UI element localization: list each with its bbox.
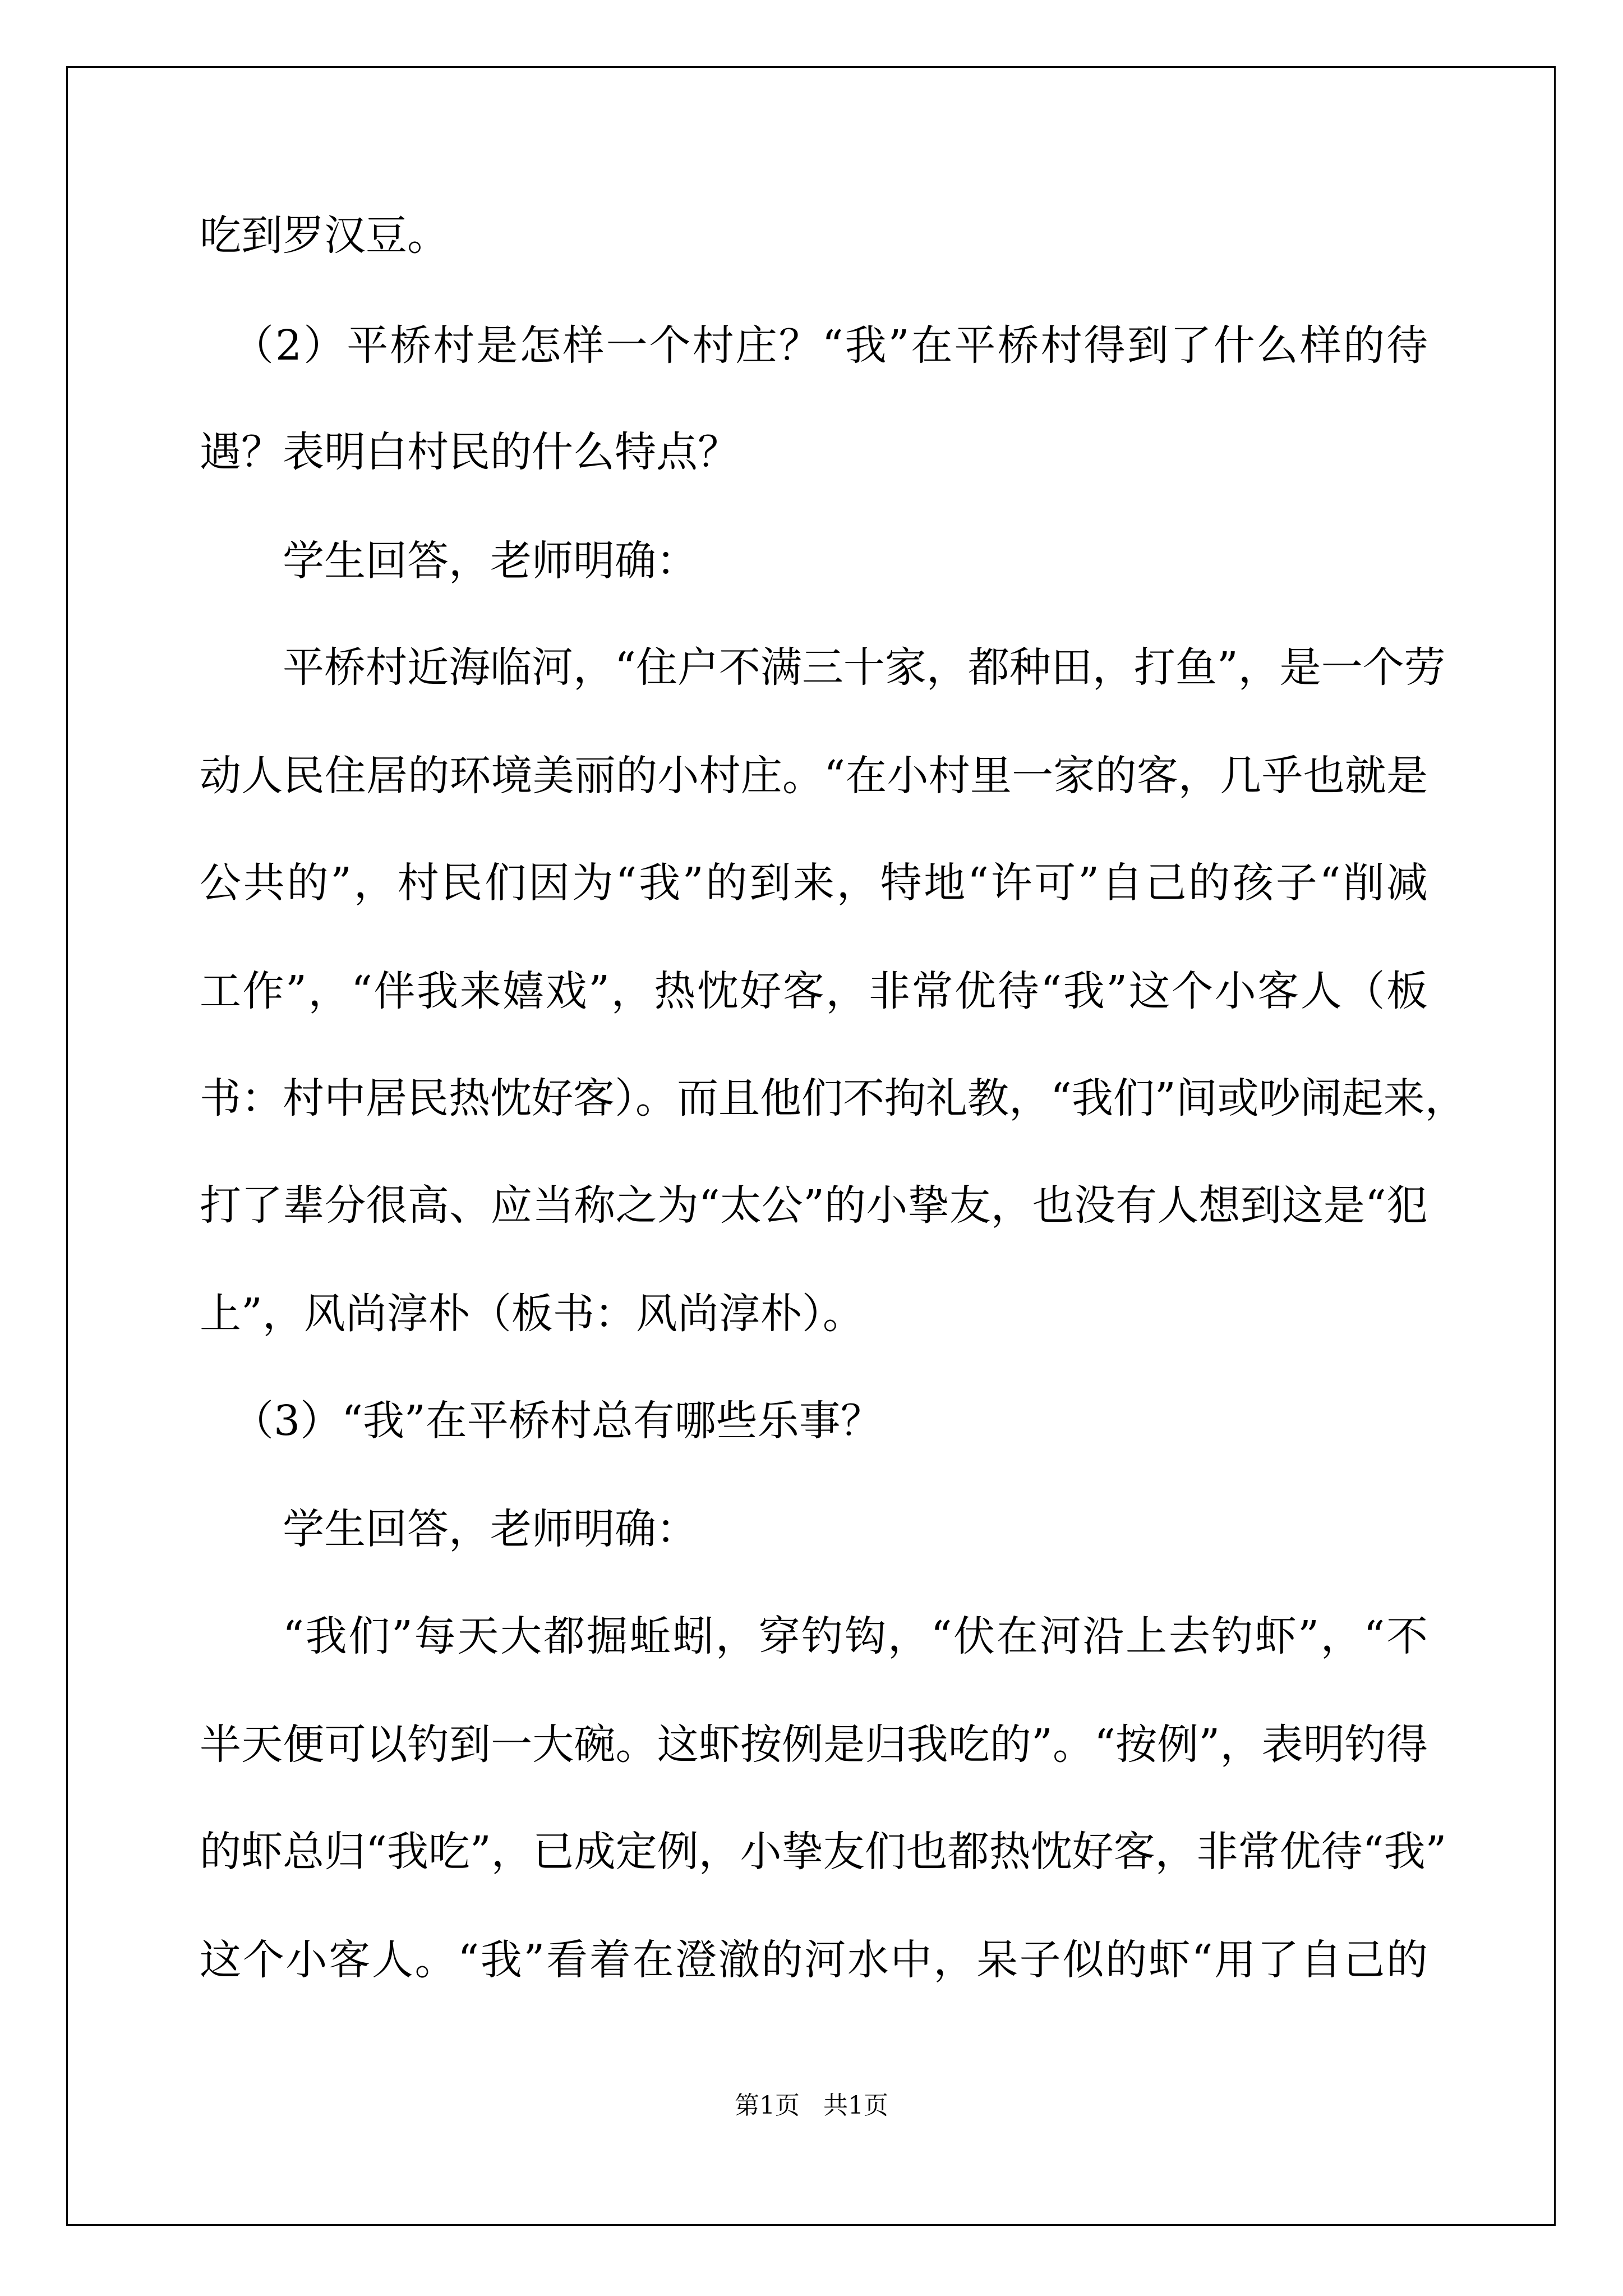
text-line: 工作”，“伴我来嬉戏”，热忱好客，非常优待“我”这个小客人（板 <box>200 967 1428 1015</box>
text-line: 书：村中居民热忱好客）。而且他们不拘礼教，“我们”间或吵闹起来， <box>200 1074 1467 1122</box>
text-line: 学生回答，老师明确： <box>283 537 698 585</box>
text-line: 这个小客人。“我”看着在澄澈的河水中，呆子似的虾“用了自己的 <box>200 1936 1428 1984</box>
text-line: 吃到罗汉豆。 <box>200 211 449 260</box>
text-line: 半天便可以钓到一大碗。这虾按例是归我吃的”。“按例”，表明钓得 <box>200 1720 1428 1769</box>
question-line: （2）平桥村是怎样一个村庄？“我”在平桥村得到了什么样的待 <box>232 321 1428 370</box>
page-border <box>66 66 1556 2226</box>
text-line: 学生回答，老师明确： <box>283 1505 698 1553</box>
text-line: 平桥村近海临河，“住户不满三十家，都种田，打鱼”，是一个劳 <box>283 643 1446 692</box>
text-line: “我们”每天大都掘蚯蚓，穿钓钩，“伏在河沿上去钓虾”，“不 <box>283 1612 1428 1660</box>
text-line: 打了辈分很高、应当称之为“太公”的小挚友，也没有人想到这是“犯 <box>200 1181 1428 1230</box>
text-line: 遇？表明白村民的什么特点？ <box>200 428 739 476</box>
text-line: 的虾总归“我吃”，已成定例，小挚友们也都热忱好客，非常优待“我” <box>200 1828 1447 1876</box>
question-line: （3）“我”在平桥村总有哪些乐事？ <box>232 1397 882 1445</box>
text-line: 上”，风尚淳朴（板书：风尚淳朴）。 <box>200 1290 864 1338</box>
text-line: 动人民住居的环境美丽的小村庄。“在小村里一家的客，几乎也就是 <box>200 752 1428 800</box>
text-line: 公共的”，村民们因为“我”的到来，特地“许可”自己的孩子“削减 <box>200 859 1428 907</box>
page-footer: 第1页 共1页 <box>735 2091 888 2120</box>
